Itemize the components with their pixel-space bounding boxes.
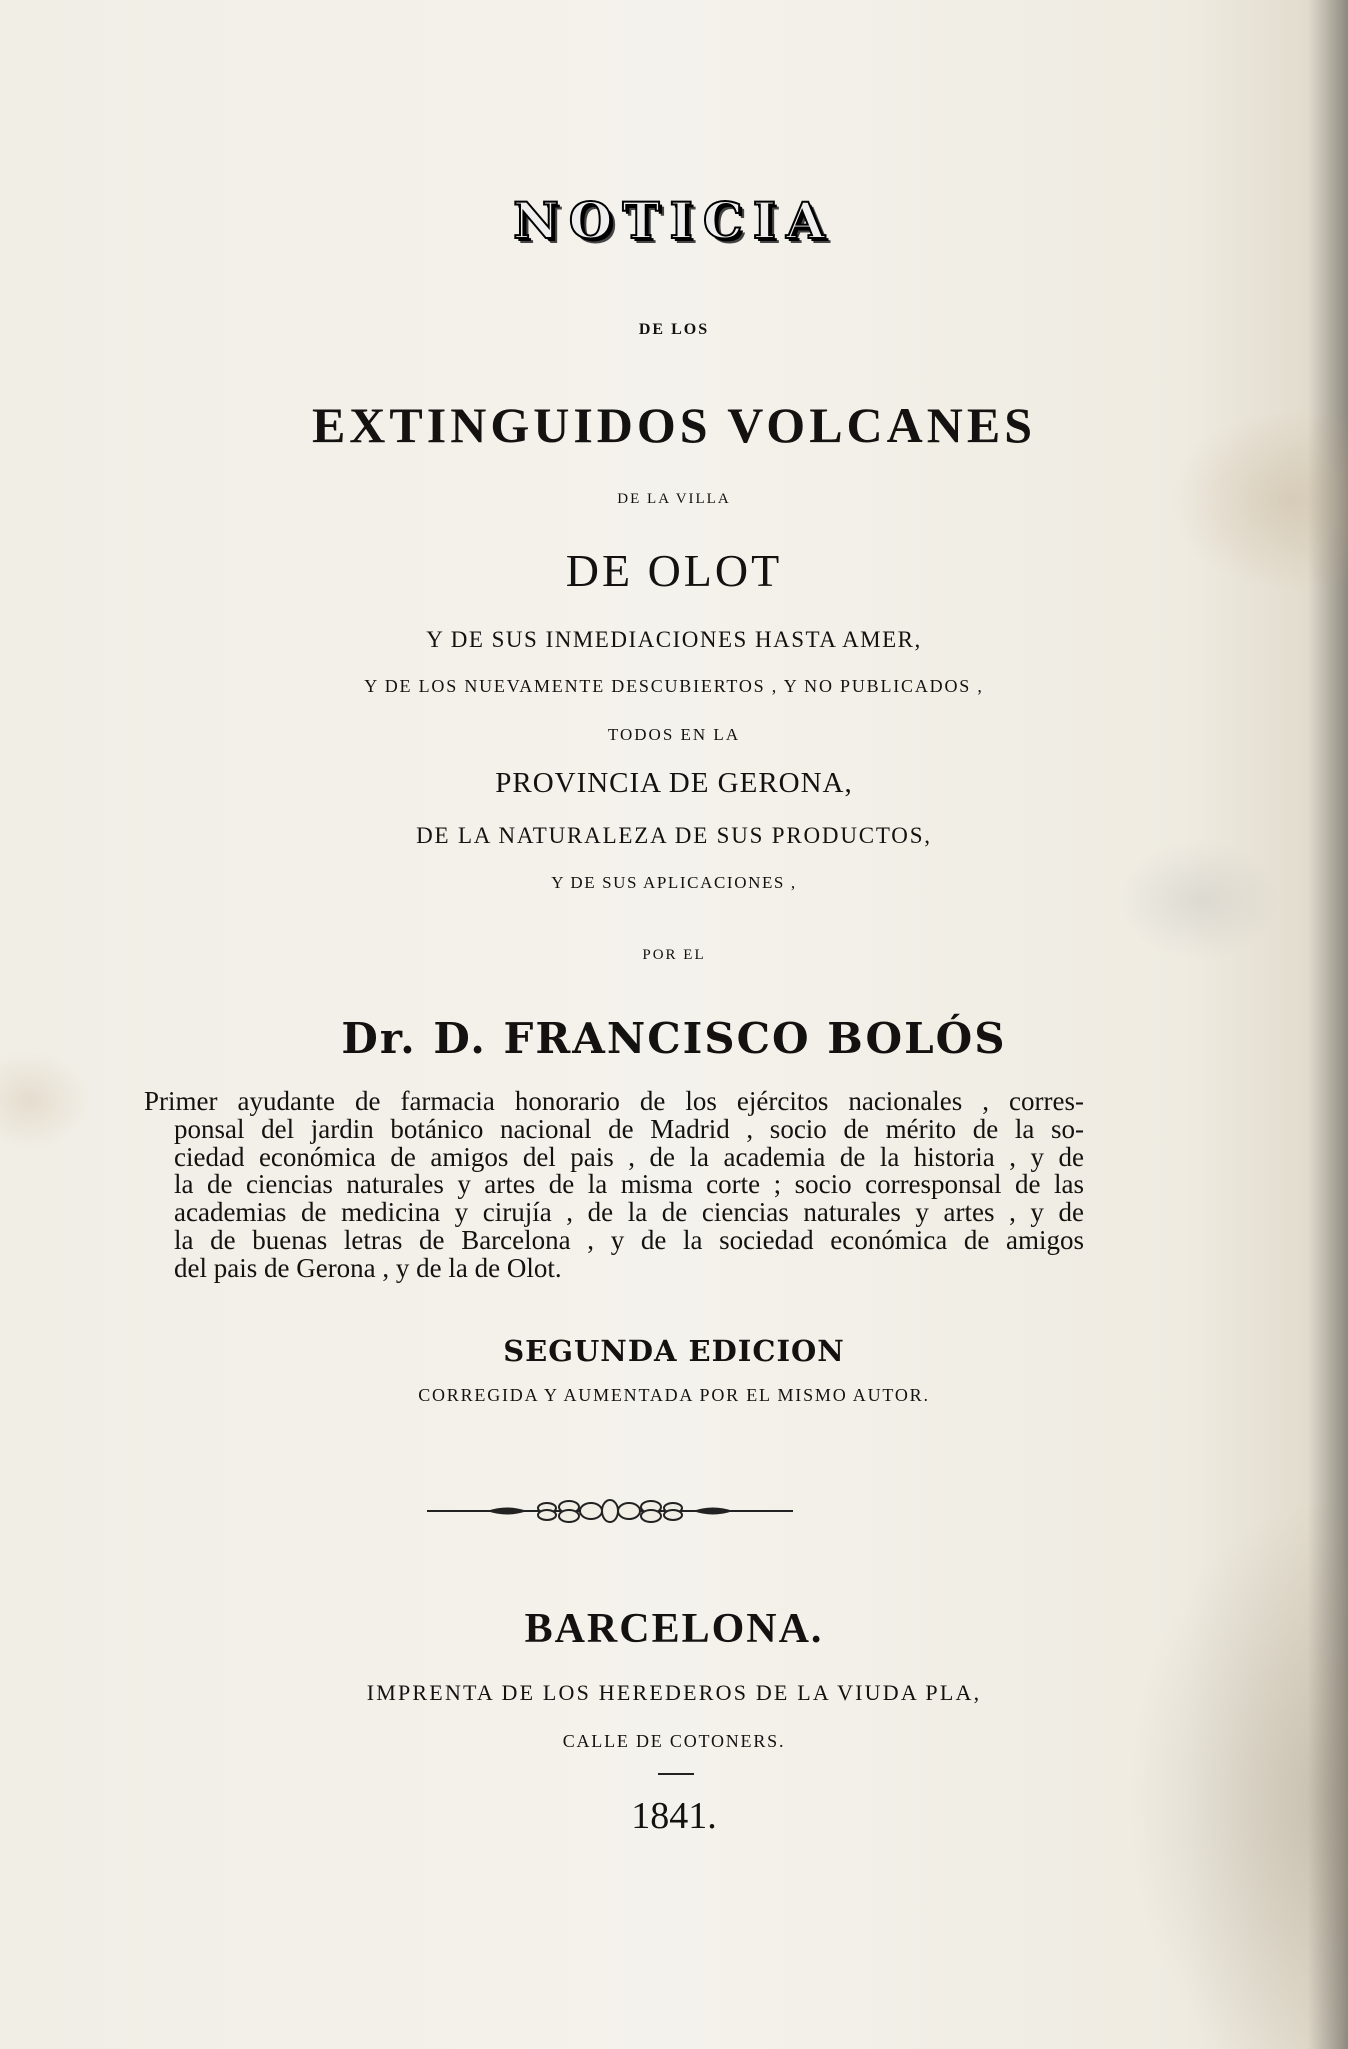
credentials-line: academias de medicina y cirujía , de la de ciencias naturales y artes , y de	[174, 1197, 1084, 1228]
naturaleza: DE LA NATURALEZA DE SUS PRODUCTOS,	[416, 823, 932, 848]
de-los: DE LOS	[638, 321, 710, 338]
de-la-villa: DE LA VILLA	[617, 491, 731, 507]
main-title: EXTINGUIDOS VOLCANES	[311, 397, 1037, 453]
city: BARCELONA.	[524, 1606, 824, 1652]
line-inmediaciones: Y DE SUS INMEDIACIONES HASTA AMER,	[426, 627, 922, 652]
short-rule	[658, 1773, 694, 1775]
ornament-divider-icon	[427, 1498, 793, 1524]
author-credentials	[144, 1088, 1084, 1283]
street: CALLE DE COTONERS.	[562, 1731, 786, 1751]
aplicaciones: Y DE SUS APLICACIONES ,	[551, 873, 797, 892]
provincia: PROVINCIA DE GERONA,	[495, 767, 853, 799]
title-noticia: NOTICIA	[513, 191, 835, 250]
credentials-line: del pais de Gerona , y de la de Olot.	[174, 1252, 562, 1283]
edition-note: CORREGIDA Y AUMENTADA POR EL MISMO AUTOR.	[418, 1385, 930, 1405]
credentials-line: ciedad económica de amigos del pais , de la academia de la historia , y de	[174, 1141, 1084, 1172]
year: 1841.	[631, 1795, 717, 1837]
de-olot: DE OLOT	[565, 545, 783, 596]
printer: IMPRENTA DE LOS HEREDEROS DE LA VIUDA PLA,	[366, 1680, 982, 1705]
credentials-line: ponsal del jardin botánico nacional de Madrid , socio de mérito de la so-	[174, 1113, 1084, 1144]
edition: SEGUNDA EDICION	[503, 1334, 845, 1368]
credentials-line: Primer ayudante de farmacia honorario de los ejércitos nacionales , corres-	[144, 1086, 1084, 1116]
credentials-line: la de ciencias naturales y artes de la misma corte ; socio corresponsal de las	[174, 1169, 1084, 1200]
todos-en-la: TODOS EN LA	[607, 725, 741, 744]
credentials-line: la de buenas letras de Barcelona , y de la sociedad económica de amigos	[174, 1224, 1084, 1255]
line-nuevamente: Y DE LOS NUEVAMENTE DESCUBIERTOS , Y NO PUBLICADOS ,	[364, 676, 984, 696]
author-name: Dr. D. FRANCISCO BOLÓS	[341, 1014, 1007, 1063]
por-el: POR EL	[642, 947, 706, 963]
